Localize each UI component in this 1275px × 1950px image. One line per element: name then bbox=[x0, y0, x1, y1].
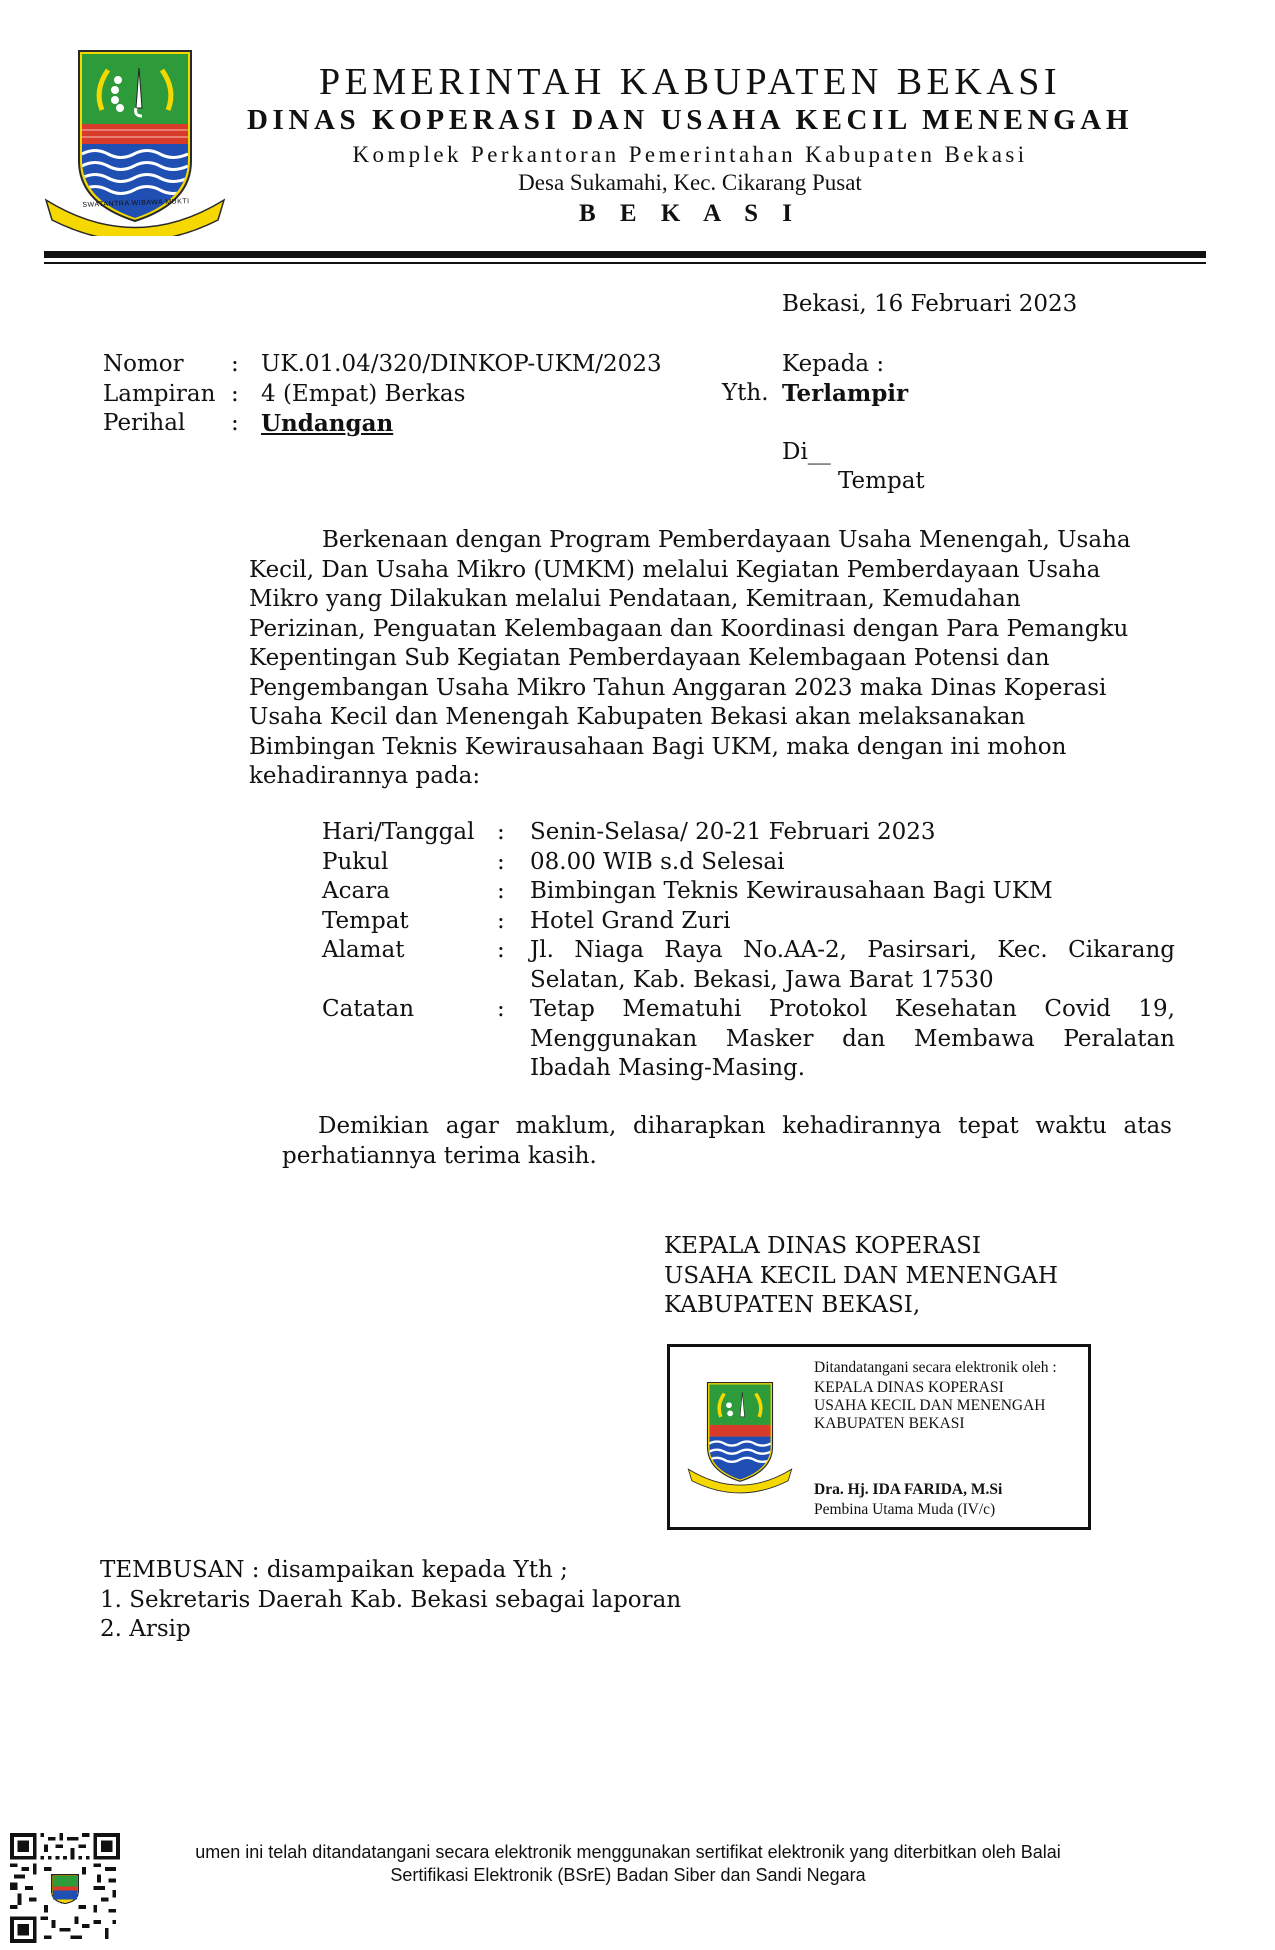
letterhead-address-line1: Komplek Perkantoran Pemerintahan Kabupaten Bekasi bbox=[352, 142, 1028, 167]
detail-label: Pukul bbox=[322, 848, 389, 875]
tembusan-item: 2. Arsip bbox=[100, 1616, 191, 1642]
detail-row-time bbox=[322, 848, 1175, 878]
e-signature-office-line: USAHA KECIL DAN MENENGAH bbox=[814, 1397, 1046, 1414]
detail-value-line: Selatan, Kab. Bekasi, Jawa Barat 17530 bbox=[530, 966, 994, 993]
signatory-title-line: USAHA KECIL DAN MENENGAH bbox=[664, 1262, 1058, 1289]
emblem-motto: SWATANTRA WIBAWA MUKTI bbox=[82, 198, 190, 209]
detail-row-address bbox=[322, 936, 1175, 995]
certificate-notice-line: Sertifikasi Elektronik (BSrE) Badan Siber dan Sandi Negara bbox=[390, 1865, 866, 1885]
detail-row-venue bbox=[322, 907, 1175, 937]
e-signature-emblem bbox=[686, 1367, 794, 1505]
detail-value: Hotel Grand Zuri bbox=[530, 907, 731, 934]
letterhead-divider-thick bbox=[44, 251, 1206, 258]
detail-row-date bbox=[322, 818, 1175, 848]
paragraph-line: Usaha Kecil dan Menengah Kabupaten Bekasi akan melaksanakan bbox=[249, 704, 1026, 730]
letterhead-government-name: PEMERINTAH KABUPATEN BEKASI bbox=[319, 61, 1061, 103]
meta-row-perihal bbox=[103, 409, 662, 439]
letter-meta bbox=[103, 350, 662, 439]
detail-colon: : bbox=[497, 907, 505, 934]
detail-value: 08.00 WIB s.d Selesai bbox=[530, 848, 785, 875]
signatory-title bbox=[664, 1232, 1058, 1321]
signatory-title-line: KABUPATEN BEKASI, bbox=[664, 1292, 921, 1318]
detail-value bbox=[530, 995, 1175, 1084]
letterhead-city: B E K A S I bbox=[579, 200, 801, 227]
recipient-tempat: Tempat bbox=[838, 468, 925, 494]
recipient-yth: Yth. bbox=[722, 380, 769, 406]
detail-colon: : bbox=[497, 937, 505, 963]
paragraph-line: kehadirannya pada: bbox=[249, 763, 481, 789]
meta-value-perihal: Undangan bbox=[261, 410, 394, 437]
meta-value-lampiran: 4 (Empat) Berkas bbox=[261, 380, 466, 407]
opening-paragraph bbox=[249, 526, 1172, 792]
detail-row-notes bbox=[322, 995, 1175, 1084]
letter-date: Bekasi, 16 Februari 2023 bbox=[782, 291, 1078, 317]
paragraph-line: Pengembangan Usaha Mikro Tahun Anggaran 2023 maka Dinas Koperasi bbox=[249, 674, 1107, 701]
letterhead-divider-thin bbox=[44, 262, 1206, 264]
paragraph-line: Kepentingan Sub Kegiatan Pemberdayaan Kelembagaan Potensi dan bbox=[249, 645, 1050, 671]
detail-value: Senin-Selasa/ 20-21 Februari 2023 bbox=[530, 819, 936, 845]
paragraph-line: Berkenaan dengan Program Pemberdayaan Usaha Menengah, Usaha bbox=[322, 527, 1131, 553]
kabupaten-bekasi-emblem bbox=[42, 50, 228, 236]
detail-label: Acara bbox=[322, 878, 390, 904]
detail-label: Hari/Tanggal bbox=[322, 819, 475, 845]
closing-paragraph bbox=[282, 1112, 1172, 1171]
detail-value-line: Menggunakan Masker dan Membawa Peralatan bbox=[530, 1025, 1175, 1052]
meta-row-lampiran bbox=[103, 380, 662, 410]
detail-value-line: Tetap Mematuhi Protokol Kesehatan Covid 19, bbox=[530, 996, 1175, 1022]
recipient-kepada: Kepada : bbox=[782, 351, 885, 377]
tembusan-item: 1. Sekretaris Daerah Kab. Bekasi sebagai laporan bbox=[100, 1586, 682, 1613]
event-details bbox=[322, 818, 1175, 1084]
meta-colon: : bbox=[231, 380, 239, 407]
detail-colon: : bbox=[497, 878, 505, 904]
recipient-di: Di__ bbox=[782, 439, 831, 465]
tembusan-heading: TEMBUSAN : disampaikan kepada Yth ; bbox=[100, 1557, 568, 1583]
detail-value-line: Jl. Niaga Raya No.AA-2, Pasirsari, Kec. Cikarang bbox=[530, 937, 1175, 963]
meta-label: Lampiran bbox=[103, 380, 216, 407]
paragraph-line: Kecil, Dan Usaha Mikro (UMKM) melalui Kegiatan Pemberdayaan Usaha bbox=[249, 556, 1101, 583]
e-signature-office-line: KABUPATEN BEKASI bbox=[814, 1415, 965, 1432]
paragraph-line: Perizinan, Penguatan Kelembagaan dan Koordinasi dengan Para Pemangku bbox=[249, 615, 1129, 642]
paragraph-line: Bimbingan Teknis Kewirausahaan Bagi UKM, maka dengan ini mohon bbox=[249, 733, 1067, 760]
meta-colon: : bbox=[231, 351, 239, 377]
meta-label: Perihal bbox=[103, 410, 186, 436]
detail-value-line: Ibadah Masing-Masing. bbox=[530, 1055, 806, 1081]
detail-value bbox=[530, 936, 1175, 995]
detail-colon: : bbox=[497, 996, 505, 1022]
letterhead-address-line2: Desa Sukamahi, Kec. Cikarang Pusat bbox=[518, 170, 862, 195]
e-signature-caption: Ditandatangani secara elektronik oleh : bbox=[814, 1359, 1057, 1376]
detail-colon: : bbox=[497, 819, 505, 845]
certificate-notice-line: umen ini telah ditandatangani secara elektronik menggunakan sertifikat elektronik yang diterbitkan oleh Balai bbox=[195, 1842, 1061, 1862]
paragraph-line: perhatiannya terima kasih. bbox=[282, 1142, 597, 1169]
e-signature-box bbox=[667, 1344, 1091, 1530]
detail-label: Catatan bbox=[322, 996, 415, 1022]
detail-label: Alamat bbox=[322, 937, 405, 963]
detail-colon: : bbox=[497, 848, 505, 875]
letterhead-agency-name: DINAS KOPERASI DAN USAHA KECIL MENENGAH bbox=[247, 104, 1133, 136]
e-signature-office bbox=[814, 1379, 1046, 1433]
detail-value: Bimbingan Teknis Kewirausahaan Bagi UKM bbox=[530, 878, 1053, 904]
meta-value-nomor: UK.01.04/320/DINKOP-UKM/2023 bbox=[261, 351, 662, 377]
certificate-notice bbox=[128, 1841, 1128, 1887]
qr-code bbox=[10, 1833, 120, 1943]
paragraph-line: Demikian agar maklum, diharapkan kehadirannya tepat waktu atas bbox=[318, 1113, 1172, 1139]
detail-row-event bbox=[322, 877, 1175, 907]
recipient-name: Terlampir bbox=[782, 380, 909, 407]
e-signature-rank: Pembina Utama Muda (IV/c) bbox=[814, 1501, 996, 1518]
meta-colon: : bbox=[231, 410, 239, 436]
tembusan bbox=[100, 1556, 681, 1645]
e-signature-office-line: KEPALA DINAS KOPERASI bbox=[814, 1379, 1004, 1396]
meta-row-nomor bbox=[103, 350, 662, 380]
signatory-title-line: KEPALA DINAS KOPERASI bbox=[664, 1233, 981, 1259]
e-signature-name: Dra. Hj. IDA FARIDA, M.Si bbox=[814, 1481, 1003, 1498]
detail-label: Tempat bbox=[322, 907, 409, 934]
meta-label: Nomor bbox=[103, 351, 184, 377]
paragraph-line: Mikro yang Dilakukan melalui Pendataan, Kemitraan, Kemudahan bbox=[249, 586, 1021, 612]
